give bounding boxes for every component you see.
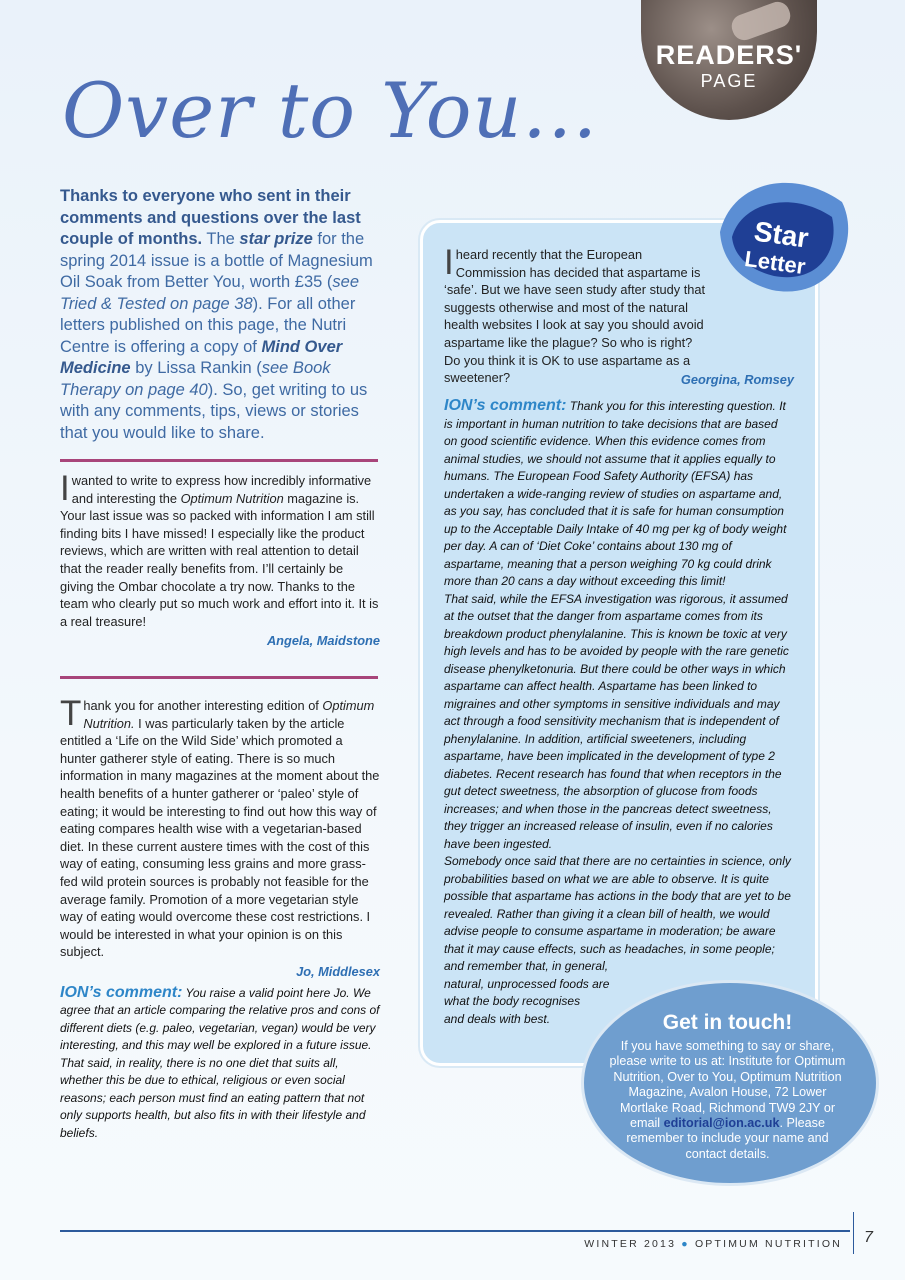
intro-text: by Lissa Rankin (	[130, 359, 262, 377]
ion-comment	[444, 397, 794, 1028]
footer-text	[560, 1238, 842, 1250]
letter-text: heard recently that the European Commission has decided that aspartame is ‘safe’. But we have seen study after study that suggests otherwise and most of the natural health websites I look at say you should avoid aspartame like the plague? So who is right? Do you think it is OK to use aspartame as a sweetener?	[444, 247, 706, 386]
ion-comment-text: natural, unprocessed foods are	[444, 976, 610, 991]
star-letter-badge	[712, 172, 858, 312]
drop-cap: I	[444, 243, 454, 282]
magazine-name: Optimum Nutrition.	[83, 698, 375, 731]
get-in-touch-heading: Get in touch!	[662, 1011, 793, 1034]
letter-signature: Angela, Maidstone	[266, 633, 380, 649]
ion-comment-text: That said, while the EFSA investigation was rigorous, it assumed at the outset that the danger from aspartame comes from its breakdown product phenylalanine. This is known be toxic at very high levels and has to be avoided by people with the rare genetic disease phenylketonuria. But there could be other ways in which aspartame can affect health. Aspartame has been linked to migraines and other symptoms in sensitive individuals and may act through a food sensitivity mechanism that is independent of phenylalanine. In addition, artificial sweeteners, including aspartame, have been implicated in the development of type 2 diabetes. Recent research has found that when receptors in the gut detect sweetness, the absorption of glucose from foods increases; and when those in the pancreas detect sweetness, they trigger an increased release of insulin, even if no calories have been ingested.	[444, 591, 789, 851]
divider	[60, 459, 378, 462]
get-in-touch-text: If you have something to say or share, please write to us at: Institute for Optimum Nutrition, Over to You, Optimum Nutrition Magazine, Avalon House, 72 Lower Mortlake Road, Richmond TW9 2JY or email	[609, 1039, 846, 1131]
star-prize: star prize	[239, 230, 313, 248]
magazine-name: Optimum Nutrition	[180, 490, 284, 506]
ion-comment-text: Thank you for this interesting question. It is important in human nutrition to take decisions that are based on good scientific evidence. When this evidence comes from animal studies, we should not assume that it applies equally to humans. The European Food Safety Authority (EFSA) has undertaken a wide-ranging review of studies on aspartame and, as you say, has concluded that it is safe for human consumption up to the Acceptable Daily Intake of 40 mg per kg of body weight per day. A can of ‘Diet Coke’ contains about 130 mg of aspartame, meaning that a person weighing 70 kg could drink more than 20 cans a day without exceeding this limit!	[444, 399, 787, 588]
divider	[60, 676, 378, 679]
drop-cap: T	[60, 694, 82, 733]
letter-angela	[60, 469, 380, 650]
footer-issue: WINTER 2013	[584, 1238, 677, 1250]
intro-text: ). For all other letters published on this page, the Nutri Centre is offering a copy of	[60, 294, 356, 356]
letter-text: hank you for another interesting edition of	[83, 698, 323, 713]
bullet-icon: ●	[681, 1238, 690, 1250]
ion-comment-label: ION’s comment:	[444, 397, 567, 414]
badge-title: READERS'	[655, 40, 803, 70]
drop-cap: I	[60, 469, 70, 508]
intro-text: The	[202, 230, 240, 248]
page-title: Over to You...	[62, 66, 598, 155]
page-number: 7	[864, 1229, 873, 1246]
letter-text: wanted to write to express how incredibly informative and interesting the	[71, 473, 372, 506]
footer-magazine: OPTIMUM NUTRITION	[694, 1238, 842, 1250]
letter-jo	[60, 694, 380, 1142]
see-reference: see Tried & Tested on page 38	[60, 273, 359, 313]
email-link[interactable]: editorial@ion.ac.uk	[663, 1116, 780, 1131]
letter-text: magazine is. Your last issue was so packed with information I am still finding bits I have missed! I especially like the product reviews, which are written with real attention to detail that the reader really benefits from. I’ll certainly be giving the Ombar chocolate a try now. Thanks to the team who clearly put so much work and effort into it. It is a real treasure!	[60, 490, 379, 629]
intro-bold: Thanks to everyone who sent in their comments and questions over the last couple of months.	[60, 187, 361, 248]
pen-hand-photo	[728, 0, 793, 43]
intro-paragraph	[60, 186, 378, 444]
book-title: Mind Over Medicine	[60, 337, 343, 377]
ion-comment-text: and deals with best.	[444, 1011, 551, 1026]
intro-text: for the spring 2014 issue is a bottle of Magnesium Oil Soak from Better You, worth £35 (	[60, 230, 373, 291]
see-reference: see Book Therapy on page 40	[60, 359, 331, 399]
footer-divider	[853, 1212, 854, 1254]
ion-comment-label: ION’s comment:	[60, 983, 183, 1001]
footer-rule	[60, 1230, 850, 1232]
get-in-touch-content	[605, 1010, 850, 1162]
ion-comment	[60, 984, 380, 1143]
ion-comment-text: what the body recognises	[444, 994, 581, 1008]
star-letter-top	[444, 243, 708, 387]
letter-text: I was particularly taken by the article entitled a ‘Life on the Wild Side’ which promoted a hunter gatherer style of eating. There is so much information in many magazines at the moment about the health benefits of a hunter gatherer or ‘paleo’ style of eating; it would be interesting to find out how this way of eating compares health wise with a vegetarian-based diet. In these current austere times with the cost of this way of eating, consuming less grains and more grass-fed wild protein sources is probably not feasible for the average family. Promotion of a more vegetarian style way of eating would overcome these cost restrictions. I would be interested in what your opinion is on this subject.	[60, 715, 380, 960]
intro-text: ). So, get writing to us with any comments, tips, views or stories that you would like to share.	[60, 380, 368, 442]
letter-signature: Georgina, Romsey	[680, 372, 794, 387]
star-letter-body	[444, 370, 794, 1028]
ion-comment-text: You raise a valid point here Jo. We agree that an article comparing the relative pros and cons of different diets (e.g. paleo, vegetarian, vegan) would be very interesting, and this may well be explored in a future issue. That said, in reality, there is no one diet that suits all, whether this be due to ethical, religious or even social reasons; each person must find an eating pattern that not only supports health, but also fits in with their lifestyle and beliefs.	[60, 985, 380, 1140]
badge-subtitle: PAGE	[700, 71, 758, 91]
ion-comment-text: Somebody once said that there are no certainties in science, only probabilities based on what we are able to observe. It is quite possible that aspartame has actions in the body that are yet to be revealed. Rather than giving it a clean bill of health, we would advise people to consume aspartame in moderation; be aware that it may cause effects, such as headaches, in some people; and remember that, in general,	[444, 854, 791, 973]
star-letter-line2: Letter	[743, 245, 808, 280]
letter-signature: Jo, Middlesex	[296, 963, 380, 979]
get-in-touch-text: . Please remember to include your name and contact details.	[626, 1116, 829, 1161]
star-letter-line1: Star	[752, 215, 811, 254]
